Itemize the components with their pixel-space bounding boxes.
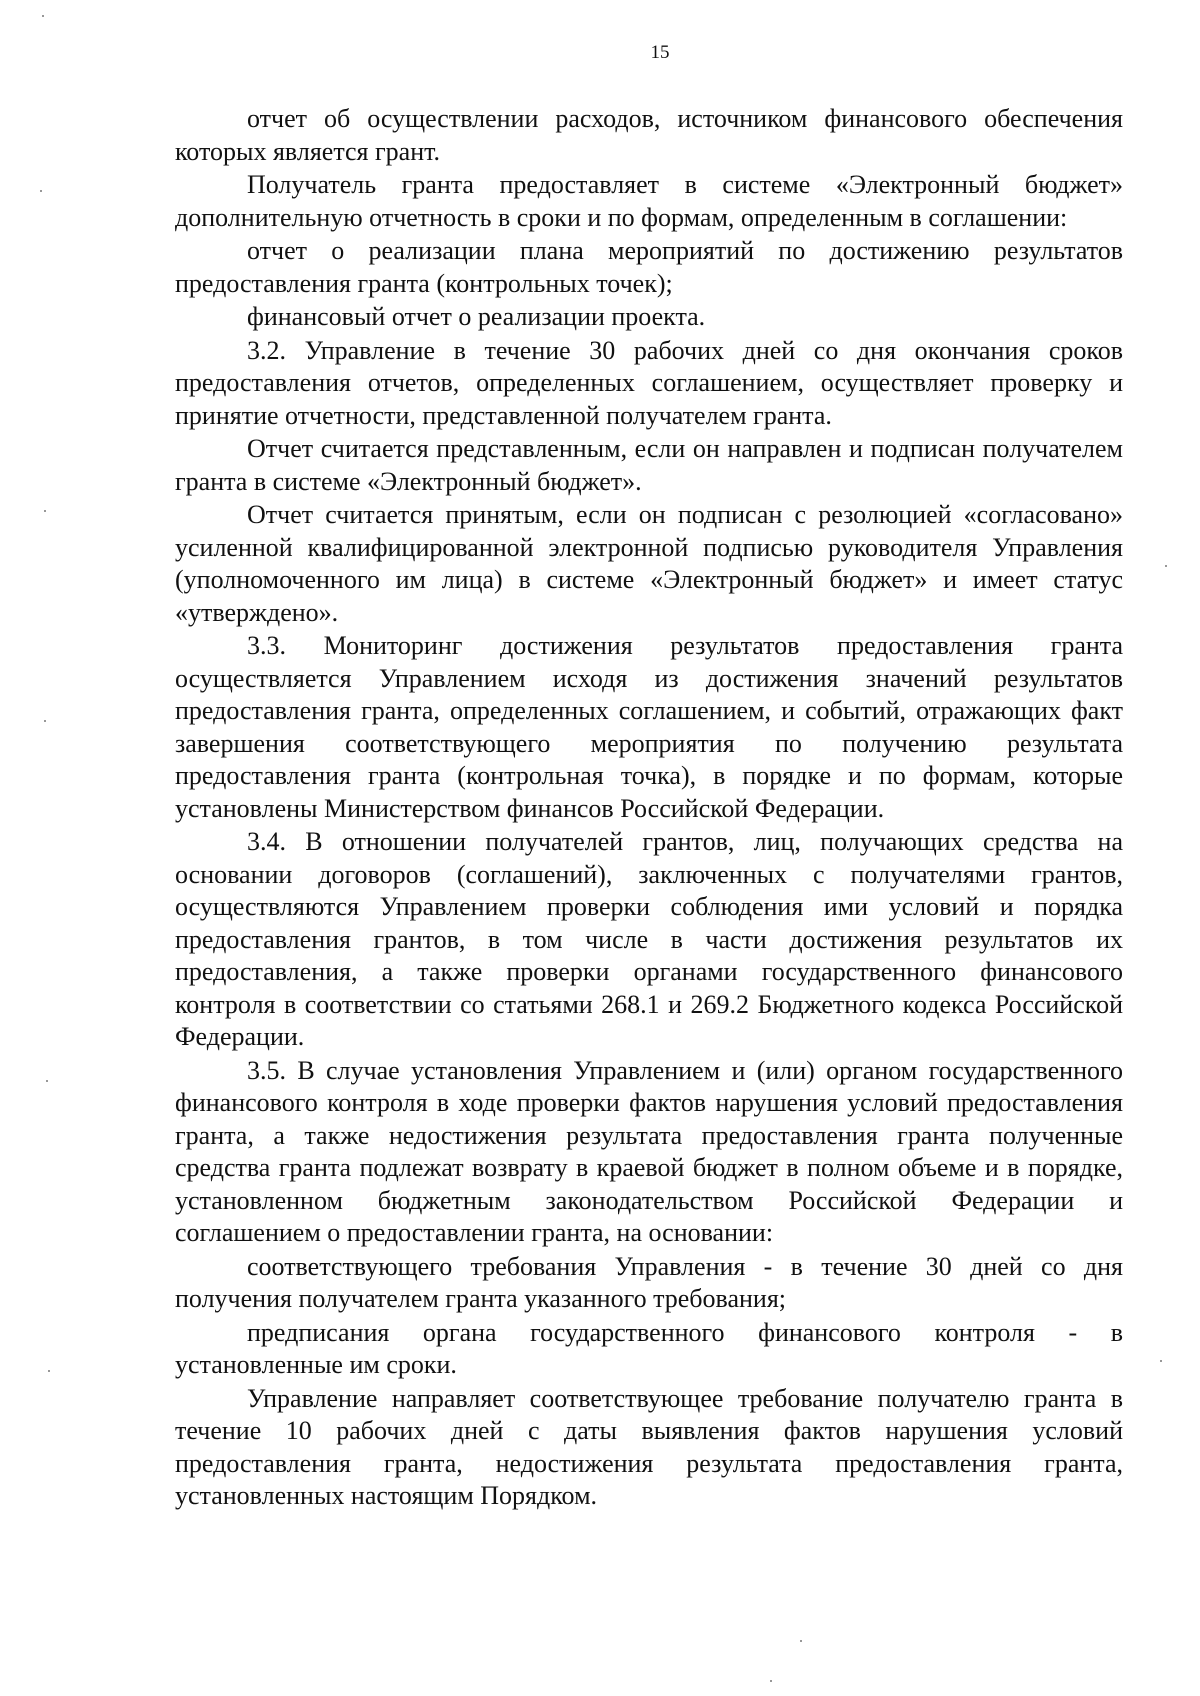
paragraph-4: финансовый отчет о реализации проекта. <box>247 302 706 331</box>
scan-speck <box>44 510 46 512</box>
scan-speck <box>40 190 42 192</box>
scan-speck <box>800 1640 802 1642</box>
paragraph-5: 3.2. Управление в течение 30 рабочих дней со дня окончания сроков предоставления отчетов, определенных соглашением, осуществляет проверку и принятие отчетности, представленной получателем гранта. <box>175 335 1123 430</box>
scan-speck <box>44 720 46 722</box>
page-number: 15 <box>650 42 670 63</box>
scan-speck <box>48 1370 50 1372</box>
paragraph-1: отчет об осуществлении расходов, источником финансового обеспечения которых является грант. <box>175 104 1123 166</box>
paragraph-2: Получатель гранта предоставляет в системе «Электронный бюджет» дополнительную отчетность в сроки и по формам, определенным в соглашении: <box>175 170 1123 232</box>
paragraph-6: Отчет считается представленным, если он направлен и подписан получателем гранта в системе «Электронный бюджет». <box>175 434 1123 496</box>
scan-speck <box>1165 565 1167 567</box>
paragraph-12: предписания органа государственного финансового контроля - в установленные им сроки. <box>175 1317 1123 1379</box>
document-body <box>175 103 1123 1514</box>
scan-speck <box>1160 1360 1162 1362</box>
scan-speck <box>770 1680 772 1682</box>
paragraph-13: Управление направляет соответствующее требование получателю гранта в течение 10 рабочих дней с даты выявления фактов нарушения условий предоставления гранта, недостижения результата предоставления гранта, установленных настоящим Порядком. <box>175 1383 1123 1510</box>
paragraph-9: 3.4. В отношении получателей грантов, лиц, получающих средства на основании договоров (соглашений), заключенных с получателями грантов, осуществляются Управлением проверки соблюдения ими условий и порядка предоставления грантов, в том числе в части достижения результатов их предоставления, а также проверки органами государственного финансового контроля в соответствии со статьями 268.1 и 269.2 Бюджетного кодекса Российской Федерации. <box>175 827 1123 1051</box>
paragraph-8: 3.3. Мониторинг достижения результатов предоставления гранта осуществляется Управлением исходя из достижения значений результатов предоставления гранта, определенных соглашением, и событий, отражающих факт завершения соответствующего мероприятия по получению результата предоставления гранта (контрольная точка), в порядке и по формам, которые установлены Министерством финансов Российской Федерации. <box>175 631 1123 823</box>
paragraph-7: Отчет считается принятым, если он подписан с резолюцией «согласовано» усиленной квалифицированной электронной подписью руководителя Управления (уполномоченного им лица) в системе «Электронный бюджет» и имеет статус «утверждено». <box>175 500 1123 627</box>
scan-speck <box>46 1080 48 1082</box>
scan-speck <box>42 15 44 17</box>
paragraph-3: отчет о реализации плана мероприятий по достижению результатов предоставления гранта (контрольных точек); <box>175 236 1123 298</box>
paragraph-11: соответствующего требования Управления - в течение 30 дней со дня получения получателем гранта указанного требования; <box>175 1251 1123 1313</box>
paragraph-10: 3.5. В случае установления Управлением и (или) органом государственного финансового контроля в ходе проверки фактов нарушения условий предоставления гранта, а также недостижения результата предоставления гранта полученные средства гранта подлежат возврату в краевой бюджет в полном объеме и в порядке, установленном бюджетным законодательством Российской Федерации и соглашением о предоставлении гранта, на основании: <box>175 1055 1123 1247</box>
